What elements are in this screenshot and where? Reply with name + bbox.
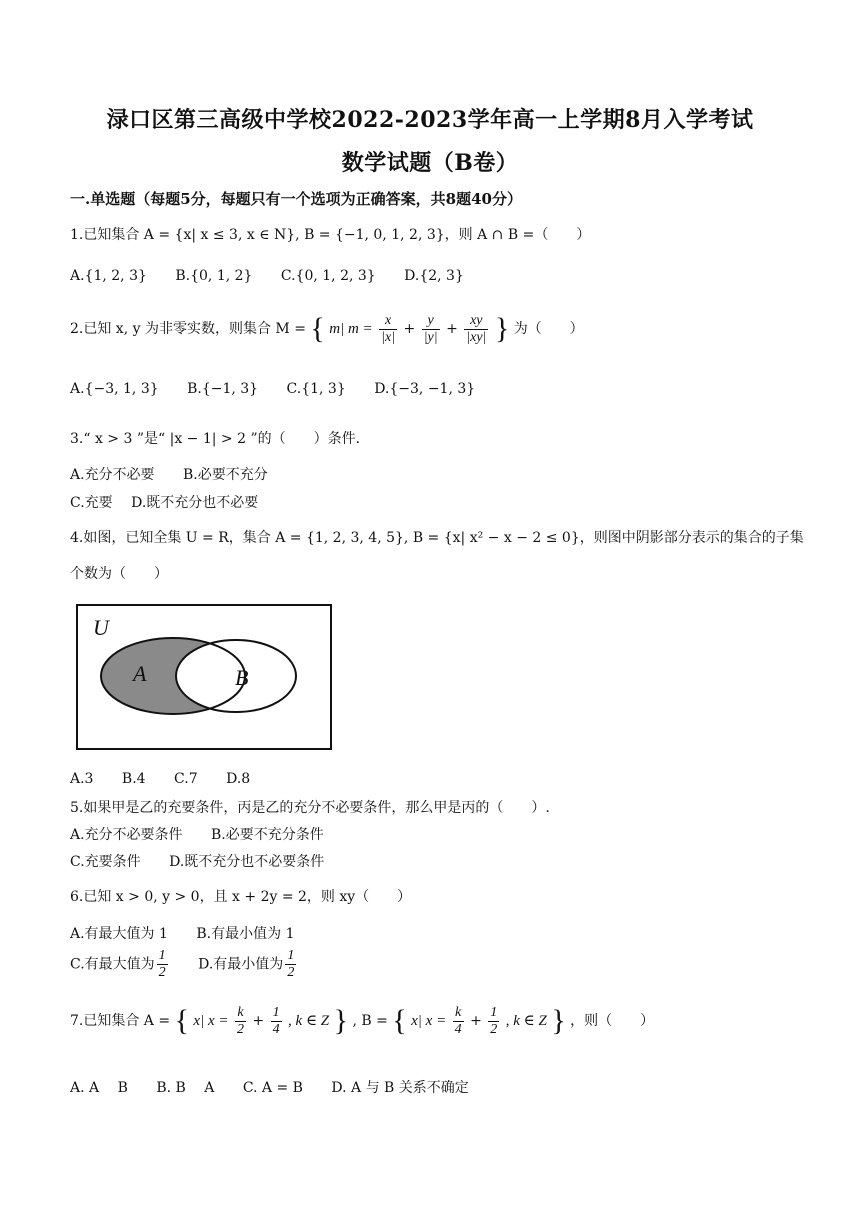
q2-brace-open: { xyxy=(310,312,325,345)
question-5-options-row2 xyxy=(70,851,348,871)
option-d[interactable] xyxy=(198,948,298,981)
q7-b-frac-2-num: 1 xyxy=(490,1004,498,1020)
option-a[interactable]: A.有最大值为 1 xyxy=(70,926,168,942)
q2-prefix: 2.已知 x, y 为非零实数，则集合 M = xyxy=(70,321,306,337)
question-4-options xyxy=(70,771,274,787)
question-6-options-row2 xyxy=(70,948,322,981)
q2-frac-3 xyxy=(464,313,488,346)
option-a[interactable]: A.{−3, 1, 3} xyxy=(70,381,159,397)
q2-frac-2 xyxy=(422,313,440,346)
option-d[interactable]: D.既不充分也不必要 xyxy=(131,495,259,511)
q2-frac-2-den: |y| xyxy=(423,329,438,345)
option-b[interactable]: B.{−1, 3} xyxy=(187,381,259,397)
q2-frac-1-den: |x| xyxy=(381,329,396,345)
option-d[interactable]: D. A 与 B 关系不确定 xyxy=(331,1080,469,1096)
option-a[interactable]: A.充分不必要条件 xyxy=(70,827,183,843)
option-c[interactable]: C.充要 xyxy=(70,495,113,511)
q7-a-frac-2-den: 4 xyxy=(272,1021,280,1037)
label-b: B xyxy=(235,665,249,690)
q7-b-tail: , k ∈ Z xyxy=(505,1013,547,1029)
q7-b-frac-1 xyxy=(453,1005,464,1038)
q7-a-frac-1-den: 2 xyxy=(236,1021,244,1037)
q2-set-var: m| m = xyxy=(329,321,373,337)
option-b[interactable]: B.必要不充分条件 xyxy=(211,827,324,843)
question-7-options xyxy=(70,1077,493,1097)
option-d-frac xyxy=(285,948,296,981)
option-b[interactable]: B.必要不充分 xyxy=(183,467,268,483)
q7-a-frac-1-num: k xyxy=(235,1005,246,1022)
option-d-frac-num: 1 xyxy=(287,948,295,963)
question-1-options xyxy=(70,268,488,284)
question-2-stem xyxy=(70,312,584,346)
option-c[interactable]: C.{1, 3} xyxy=(286,381,346,397)
option-a[interactable]: A.充分不必要 xyxy=(70,467,155,483)
option-a[interactable]: A. A B xyxy=(70,1080,128,1096)
q7-a-brace-open: { xyxy=(174,1004,189,1037)
question-5-stem: 5.如果甲是乙的充要条件，丙是乙的充分不必要条件，那么甲是丙的（ ）. xyxy=(70,800,550,816)
label-a: A xyxy=(133,661,147,686)
q7-a-plus: + xyxy=(252,1013,265,1029)
q7-b-brace-close: } xyxy=(551,1004,566,1037)
q2-brace-close: } xyxy=(494,312,510,345)
question-3-options-row1 xyxy=(70,464,292,484)
option-c-frac xyxy=(157,948,168,981)
question-3-stem: 3.“ x > 3 ”是“ |x − 1| > 2 ”的（ ）条件. xyxy=(70,431,361,447)
q2-frac-2-num: y xyxy=(422,313,440,330)
option-d[interactable]: D.{2, 3} xyxy=(404,268,464,284)
option-d[interactable]: D.既不充分也不必要条件 xyxy=(169,854,325,870)
q2-suffix: 为（ ） xyxy=(513,321,584,337)
option-b[interactable]: B.4 xyxy=(121,771,146,787)
q7-mid: , B = xyxy=(352,1013,388,1029)
option-c[interactable]: C.{0, 1, 2, 3} xyxy=(280,268,376,284)
q2-frac-3-num: xy xyxy=(464,313,488,330)
section-heading: 一.单选题（每题5分，每题只有一个选项为正确答案，共8题40分） xyxy=(70,190,522,208)
question-3-options-row2 xyxy=(70,492,282,512)
venn-diagram xyxy=(75,603,335,751)
q7-suffix: ，则（ ） xyxy=(570,1013,655,1029)
question-6-options-row1 xyxy=(70,923,318,943)
option-b[interactable]: B.{0, 1, 2} xyxy=(175,268,253,284)
option-c[interactable]: C. A = B xyxy=(242,1080,303,1096)
q7-b-frac-1-num: k xyxy=(453,1005,464,1022)
option-c[interactable]: C.充要条件 xyxy=(70,854,141,870)
option-d-frac-den: 2 xyxy=(287,965,295,980)
option-a[interactable]: A.{1, 2, 3} xyxy=(70,268,147,284)
q7-b-frac-1-den: 4 xyxy=(454,1021,462,1037)
question-4-stem-line1: 4.如图，已知全集 U = R，集合 A = {1, 2, 3, 4, 5}, B = {x| x² − x − 2 ≤ 0}，则图中阴影部分表示的集合的子集 xyxy=(70,530,804,546)
q7-a-tail: , k ∈ Z xyxy=(288,1013,330,1029)
question-2-options xyxy=(70,381,499,397)
question-5-options-row1 xyxy=(70,824,348,844)
option-c-text: C.有最大值为 xyxy=(70,956,155,973)
option-c[interactable] xyxy=(70,948,170,981)
q7-b-var: x| x = xyxy=(411,1013,447,1029)
q7-a-frac-2 xyxy=(271,1005,282,1038)
option-c[interactable]: C.7 xyxy=(174,771,198,787)
q2-frac-1 xyxy=(379,313,397,346)
option-d-text: D.有最小值为 xyxy=(198,956,284,973)
question-1-stem: 1.已知集合 A = {x| x ≤ 3, x ∈ N}, B = {−1, 0, 1, 2, 3}，则 A ∩ B =（ ） xyxy=(70,227,591,243)
label-u: U xyxy=(93,615,109,640)
q2-frac-3-den: |xy| xyxy=(466,329,487,345)
q7-prefix: 7.已知集合 A = xyxy=(70,1013,171,1029)
exam-title: 渌口区第三高级中学校2022-2023学年高一上学期8月入学考试 xyxy=(106,107,754,133)
q2-frac-1-num: x xyxy=(379,313,397,330)
option-b[interactable]: B.有最小值为 1 xyxy=(196,926,295,942)
option-c-frac-num: 1 xyxy=(158,948,166,963)
question-6-stem: 6.已知 x > 0, y > 0，且 x + 2y = 2，则 xy（ ） xyxy=(70,889,412,905)
q7-a-var: x| x = xyxy=(193,1013,229,1029)
q7-a-brace-close: } xyxy=(333,1004,348,1037)
exam-subtitle: 数学试题（B卷） xyxy=(341,150,519,176)
q2-plus-2: + xyxy=(446,321,458,337)
q7-a-frac-1 xyxy=(235,1005,246,1038)
q2-plus-1: + xyxy=(403,321,416,337)
option-b[interactable]: B. B A xyxy=(156,1080,215,1096)
option-d[interactable]: D.{−3, −1, 3} xyxy=(374,381,476,397)
option-a[interactable]: A.3 xyxy=(70,771,94,787)
q7-b-brace-open: { xyxy=(392,1004,407,1037)
option-c-frac-den: 2 xyxy=(158,965,166,980)
q7-b-frac-2 xyxy=(488,1005,499,1038)
q7-b-frac-2-den: 2 xyxy=(490,1021,498,1037)
q7-b-plus: + xyxy=(470,1013,482,1029)
question-4-stem-line2: 个数为（ ） xyxy=(70,566,168,582)
option-d[interactable]: D.8 xyxy=(226,771,251,787)
question-7-stem xyxy=(70,1004,654,1038)
q7-a-frac-2-num: 1 xyxy=(272,1004,280,1020)
